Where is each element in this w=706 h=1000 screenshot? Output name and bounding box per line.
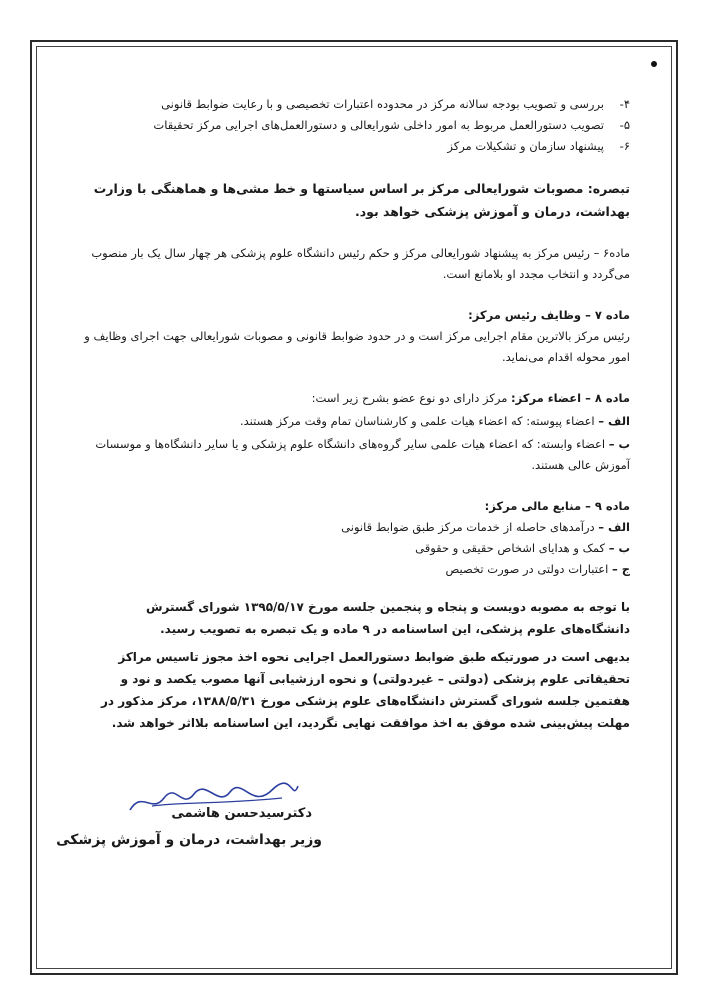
article-9-item-label: ب –	[608, 541, 630, 555]
article-9-item-label: الف –	[598, 520, 630, 534]
article-6-text: رئیس مرکز به پیشنهاد شورایعالی مرکز و حکم رئیس دانشگاه علوم پزشکی هر چهار سال یک بار منصوب می‌گردد و انتخاب مجدد او بلامانع است.	[91, 246, 630, 281]
list-number: ۵-	[619, 118, 630, 132]
list-item	[82, 136, 630, 157]
signatory-name: دکترسیدحسن هاشمی	[171, 806, 312, 821]
article-8-item-text: اعضاء پیوسته: که اعضاء هیات علمی و کارشناسان تمام وقت مرکز هستند.	[239, 414, 595, 428]
article-9-item-text: درآمدهای حاصله از خدمات مرکز طبق ضوابط قانونی	[341, 520, 595, 534]
article-9-title: ماده ۹ – منابع مالی مرکز:	[484, 499, 630, 513]
list-item	[82, 94, 630, 115]
note-paragraph: تبصره: مصوبات شورایعالی مرکز بر اساس سیاستها و خط مشی‌ها و هماهنگی با وزارت بهداشت، درمان و آموزش پزشکی خواهد بود.	[93, 181, 630, 219]
document-body	[82, 90, 630, 734]
article-9-item-label: ج –	[611, 562, 630, 576]
article-8-item-label: الف –	[598, 414, 630, 428]
article-6-label: ماده۶ –	[593, 246, 630, 260]
article-8-intro: مرکز دارای دو نوع عضو بشرح زیر است:	[311, 391, 508, 405]
list-item	[82, 115, 630, 136]
article-8-item-label: ب –	[608, 437, 630, 451]
article-7-title: ماده ۷ – وظایف رئیس مرکز:	[468, 308, 630, 322]
article-9	[82, 496, 630, 580]
list-number: ۶-	[619, 139, 630, 153]
article-6	[82, 243, 630, 285]
article-8	[82, 388, 630, 476]
list-number: ۴-	[619, 97, 630, 111]
article-9-item-text: کمک و هدایای اشخاص حقیقی و حقوقی	[415, 541, 606, 555]
article-7	[82, 305, 630, 368]
final-paragraph-1: با توجه به مصوبه دویست و پنجاه و پنجمین جلسه مورخ ۱۳۹۵/۵/۱۷ شورای گسترش دانشگاه‌های علوم پزشکی، این اساسنامه در ۹ ماده و یک تبصره به تصویب رسید.	[145, 600, 630, 636]
signatory-title: وزیر بهداشت، درمان و آموزش پزشکی	[56, 832, 322, 848]
article-8-item-text: اعضاء وابسته: که اعضاء هیات علمی سایر گروه‌های دانشگاه علوم پزشکی و یا سایر دانشگاه‌ها و موسسات آموزش عالی هستند.	[95, 437, 630, 472]
list-text: بررسی و تصویب بودجه سالانه مرکز در محدوده اعتبارات تخصیصی و با رعایت ضوابط قانونی	[161, 97, 604, 111]
final-paragraph-2: بدیهی است در صورتیکه طبق ضوابط دستورالعمل اجرایی نحوه اخذ مجوز تاسیس مراکز تحقیقاتی علوم پزشکی (دولتی – غیردولتی) و نحوه ارزشیابی آنها مصوب یکصد و نود و هفتمین جلسه شورای گسترش دانشگاه‌های علوم پزشکی مورخ ۱۳۸۸/۵/۳۱، مرکز مذکور در مهلت پیش‌بینی شده موفق به اخذ موافقت نهایی نگردید، این اساسنامه بلااثر خواهد شد.	[100, 650, 630, 730]
article-8-title: ماده ۸ – اعضاء مرکز:	[511, 391, 630, 405]
article-9-item-text: اعتبارات دولتی در صورت تخصیص	[445, 562, 609, 576]
ink-dot	[651, 61, 657, 67]
article-7-text: رئیس مرکز بالاترین مقام اجرایی مرکز است و در حدود ضوابط قانونی و مصوبات شورایعالی جهت اجرای وظایف و امور محوله اقدام می‌نماید.	[84, 329, 630, 364]
list-text: تصویب دستورالعمل مربوط به امور داخلی شورایعالی و دستورالعمل‌های اجرایی مرکز تحقیقات	[153, 118, 604, 132]
list-text: پیشنهاد سازمان و تشکیلات مرکز	[447, 139, 604, 153]
